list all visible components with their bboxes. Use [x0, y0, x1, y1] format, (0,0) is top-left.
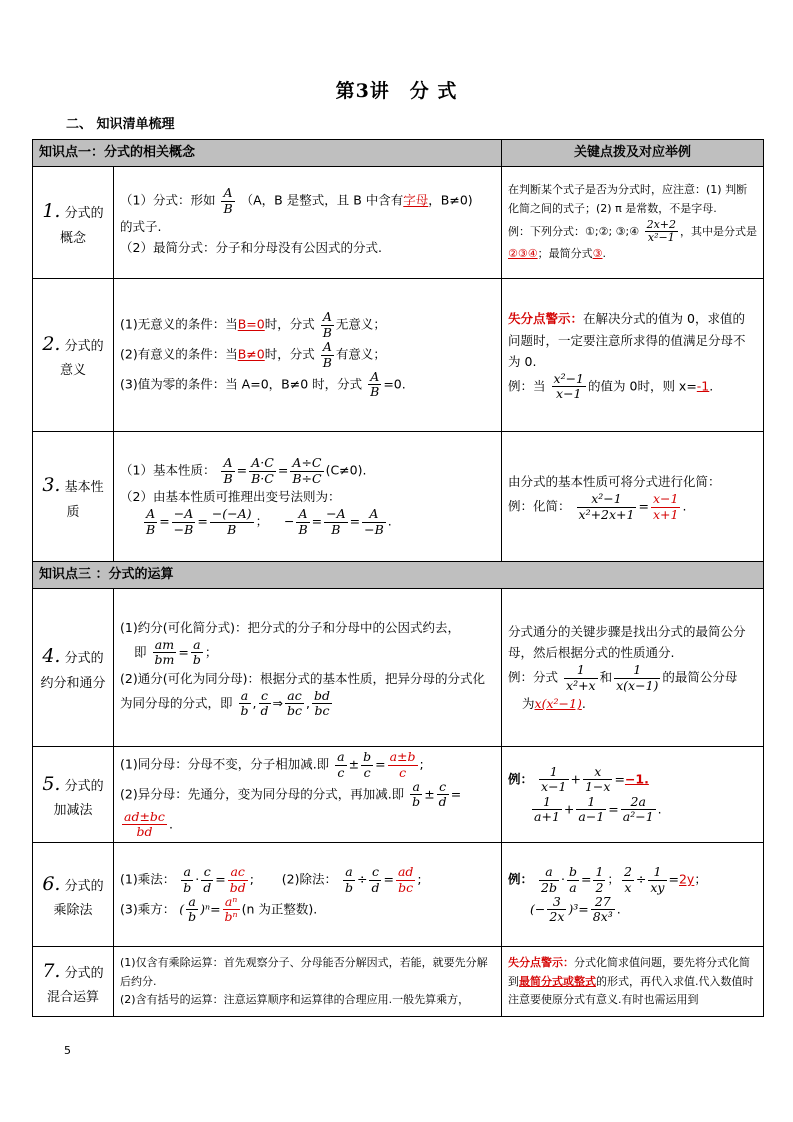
row-label: 7. 分式的混合运算	[33, 947, 114, 1017]
page-title: 第3讲 分 式	[335, 80, 458, 102]
table-row	[33, 432, 764, 562]
content-cell: (1)约分(可化简分式)：把分式的分子和分母中的公因式约去， 即 $\frac{am}{bm}$ = $\frac{a}{b}$ ； (2)通分(可化为同分母)：根据分式的基本性质，把异分母的分式化为同分母的分式，即 $\frac{a}{b}$ , $\frac{c}{d}$ ⇒ $\frac{ac}{bc}$ , $\frac{bd}{bc}$	[114, 589, 502, 747]
table-row	[33, 589, 764, 747]
key-cell: 例： $\frac{1}{x-1}$ + $\frac{x}{1-x}$ =−1. $\frac{1}{a+1}$ + $\frac{1}{a-1}$ = $\frac{2a}{\text{a²−1}}$ .	[502, 747, 764, 843]
header-right: 关键点拨及对应举例	[502, 140, 764, 167]
key-cell: 例： $\frac{a}{2b}$ · $\frac{b}{a}$ = $\frac{1}{2}$ ； $\frac{2}{x}$ ÷ $\frac{1}{xy}$ =2y； (− $\frac{3}{2x}$ )³= $\frac{27}{\text{8x³}}$ .	[502, 843, 764, 947]
key-cell: 在判断某个式子是否为分式时，应注意：(1) 判断化简之间的式子；(2) π 是常数，不是字母. 例：下列分式：①;②; ③;④ $\frac{2x+2}{\text{x²−1}}$ ，其中是分式是②③④；最简分式③.	[502, 167, 764, 279]
table-row	[33, 947, 764, 1017]
table-header-1	[33, 140, 764, 167]
key-cell: 失分点警示：在解决分式的值为 0，求值的问题时，一定要注意所求得的值满足分母不为 0. 例：当 $\frac{\text{x²−1}}{x-1}$ 的值为 0时，则 x=-1.	[502, 279, 764, 432]
content-cell: （1）分式：形如 $\frac{A}{B}$ （A，B 是整式，且 B 中含有字母，B≠0) 的式子. （2）最简分式：分子和分母没有公因式的分式.	[114, 167, 502, 279]
row-label: 5. 分式的加减法	[33, 747, 114, 843]
table-header-2	[33, 562, 764, 589]
content-cell: (1)无意义的条件：当B=0时，分式 $\frac{A}{B}$ 无意义； (2)有意义的条件：当B≠0时，分式 $\frac{A}{B}$ 有意义； (3)值为零的条件：当 A=0，B≠0 时，分式 $\frac{A}{B}$ =0.	[114, 279, 502, 432]
row-label: 6. 分式的乘除法	[33, 843, 114, 947]
content-cell: (1)乘法： $\frac{a}{b}$ · $\frac{c}{d}$ = $\frac{ac}{bd}$ ; (2)除法： $\frac{a}{b}$ ÷ $\frac{c}{d}$ = $\frac{ad}{bc}$ ; (3)乘方： ( $\frac{a}{b}$ )ⁿ= $\frac{\text{aⁿ}}{\text{bⁿ}}$ (n 为正整数).	[114, 843, 502, 947]
content-cell: (1)仅含有乘除运算：首先观察分子、分母能否分解因式，若能，就要先分解后约分. (2)含有括号的运算：注意运算顺序和运算律的合理应用.一般先算乘方，	[114, 947, 502, 1017]
row-label: 3. 基本性质	[33, 432, 114, 562]
page-number: 5	[64, 1044, 71, 1057]
key-cell: 由分式的基本性质可将分式进行化简： 例：化简： $\frac{\text{x²−1}}{\text{x²+2x+1}}$ = $\frac{x-1}{x+1}$ .	[502, 432, 764, 562]
table-row	[33, 747, 764, 843]
key-cell: 分式通分的关键步骤是找出分式的最简公分母，然后根据分式的性质通分. 例：分式 $\frac{1}{\text{x²+x}}$ 和 $\frac{1}{x(x-1)}$ 的最简公分母 为x(x²−1).	[502, 589, 764, 747]
content-cell: (1)同分母：分母不变，分子相加减.即 $\frac{a}{c}$ ± $\frac{b}{c}$ = $\frac{a\pm b}{c}$ ; (2)异分母：先通分，变为同分母的分式，再加减.即 $\frac{a}{b}$ ± $\frac{c}{d}$ = $\frac{ad\pm bc}{bd}$ .	[114, 747, 502, 843]
table-row	[33, 279, 764, 432]
section-heading: 二、 知识清单梳理	[66, 117, 175, 132]
key-cell: 失分点警示：分式化简求值问题，要先将分式化简到最简分式或整式的形式，再代入求值.代入数值时注意要使原分式有意义.有时也需运用到	[502, 947, 764, 1017]
table-row	[33, 843, 764, 947]
knowledge-table	[32, 139, 764, 1017]
table-row	[33, 167, 764, 279]
row-label: 1. 分式的概念	[33, 167, 114, 279]
content-cell: （1）基本性质： $\frac{A}{B}$ = $\frac{A\cdot C}{B\cdot C}$ = $\frac{A\div C}{B\div C}$ (C≠0). （2）由基本性质可推理出变号法则为： $\frac{A}{B}$ = $\frac{-A}{-B}$ = $\frac{-(-A)}{B}$ ； − $\frac{A}{B}$ = $\frac{-A}{B}$ = $\frac{A}{-B}$ .	[114, 432, 502, 562]
header-left: 知识点三 ：分式的运算	[33, 562, 764, 589]
row-label: 2. 分式的意义	[33, 279, 114, 432]
row-label: 4. 分式的约分和通分	[33, 589, 114, 747]
header-left: 知识点一：分式的相关概念	[33, 140, 502, 167]
